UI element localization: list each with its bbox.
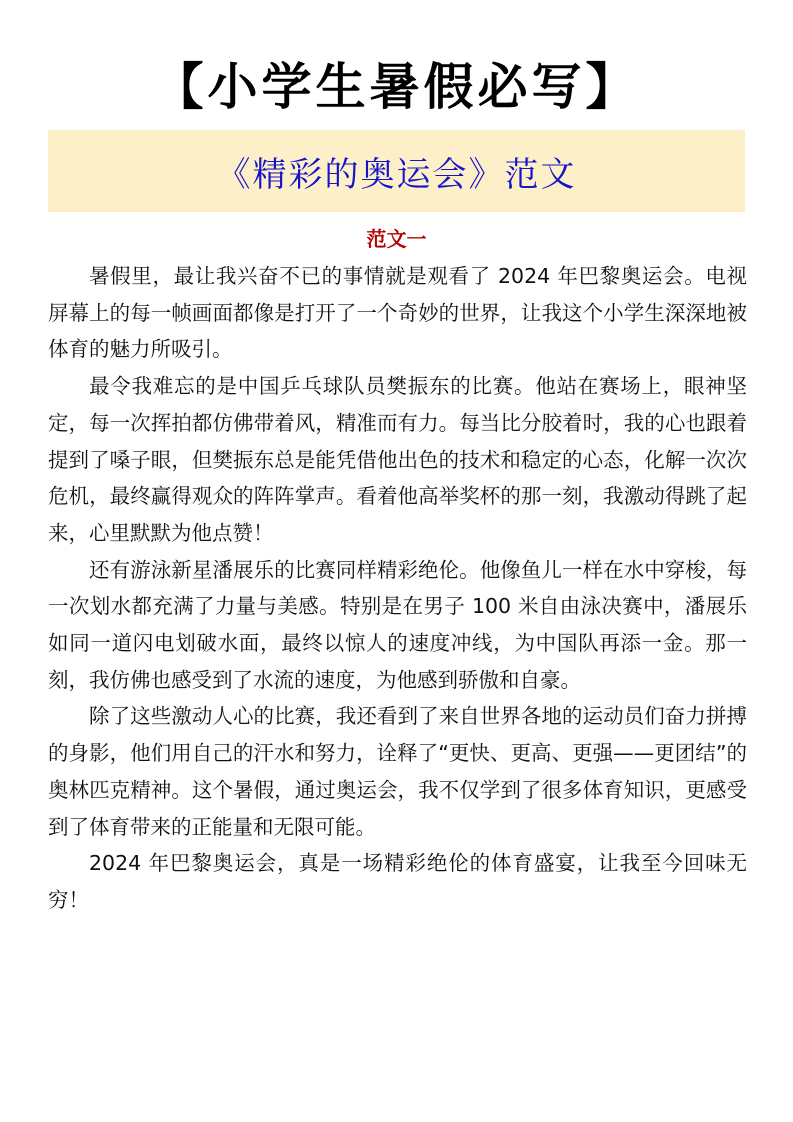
banner-title: 《精彩的奥运会》范文 (216, 154, 577, 195)
paragraph: 除了这些激动人心的比赛，我还看到了来自世界各地的运动员们奋力拼搏的身影，他们用自己的汗水和努力，诠释了“更快、更高、更强——更团结”的奥林匹克精神。这个暑假，通过奥运会，我不仅学到了很多体育知识，更感受到了体育带来的正能量和无限可能。 (48, 704, 747, 839)
article-body (48, 258, 747, 919)
title-banner (48, 130, 745, 212)
paragraph: 还有游泳新星潘展乐的比赛同样精彩绝伦。他像鱼儿一样在水中穿梭，每一次划水都充满了力量与美感。特别是在男子 100 米自由泳决赛中，潘展乐如同一道闪电划破水面，最终以惊人的速度冲线，为中国队再添一金。那一刻，我仿佛也感受到了水流的速度，为他感到骄傲和自豪。 (48, 557, 747, 692)
paragraph: 最令我难忘的是中国乒乓球队员樊振东的比赛。他站在赛场上，眼神坚定，每一次挥拍都仿佛带着风，精准而有力。每当比分胶着时，我的心也跟着提到了嗓子眼，但樊振东总是能凭借他出色的技术和稳定的心态，化解一次次危机，最终赢得观众的阵阵掌声。看着他高举奖杯的那一刻，我激动得跳了起来，心里默默为他点赞！ (48, 374, 747, 545)
section-heading: 范文一 (366, 227, 427, 251)
paragraph: 2024 年巴黎奥运会，真是一场精彩绝伦的体育盛宴，让我至今回味无穷！ (48, 851, 747, 912)
page-title: 【小学生暑假必写】 (153, 57, 640, 116)
paragraph: 暑假里，最让我兴奋不已的事情就是观看了 2024 年巴黎奥运会。电视屏幕上的每一帧画面都像是打开了一个奇妙的世界，让我这个小学生深深地被体育的魅力所吸引。 (48, 264, 747, 362)
